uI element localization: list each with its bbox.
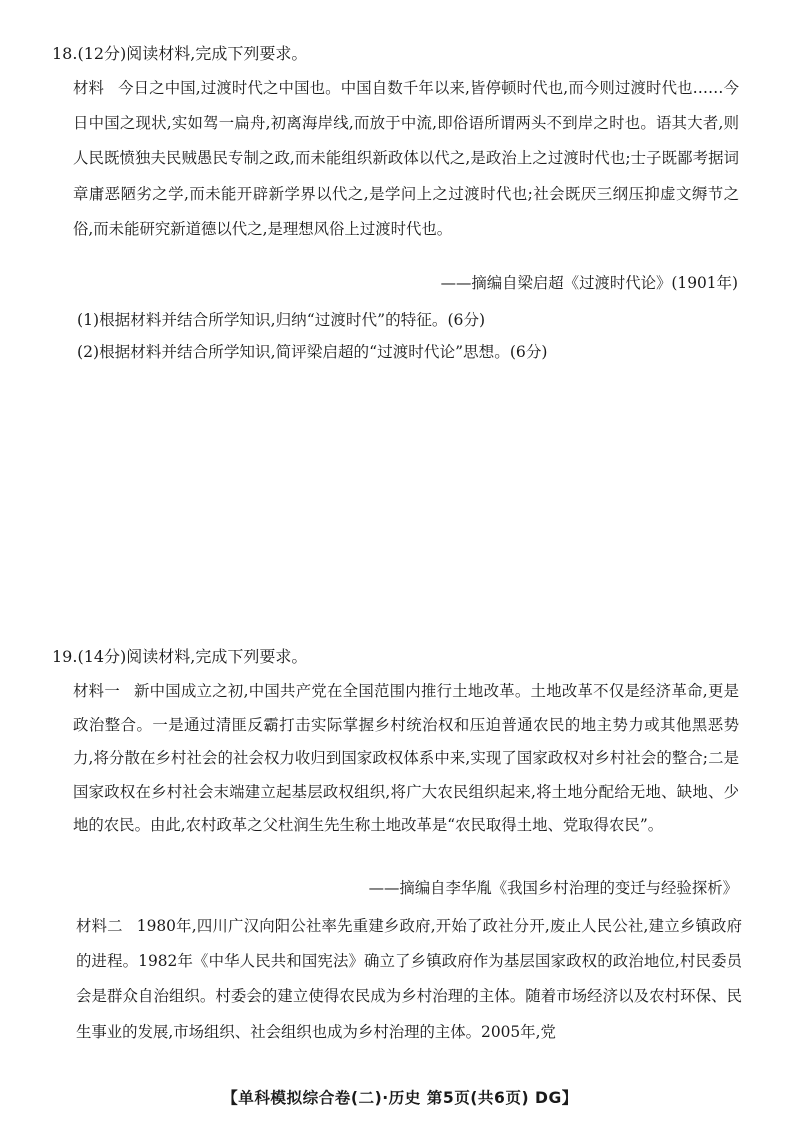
- question-18-sub-1: (1)根据材料并结合所学知识,归纳“过渡时代”的特征。(6分): [77, 311, 486, 329]
- material-2-label: 材料二: [76, 917, 123, 935]
- question-19-header: 19.(14分)阅读材料,完成下列要求。: [52, 647, 308, 666]
- material-text: 今日之中国,过渡时代之中国也。中国自数千年以来,皆停顿时代也,而今则过渡时代也……今日中国之现状,实如驾一扁舟,初离海岸线,而放于中流,即俗语所谓两头不到岸之时也。语其大者,则人民既愤独夫民贼愚民专制之政,而未能组织新政体以代之,是政治上之过渡时代也;士子既鄙考据词章庸恶陋劣之学,而未能开辟新学界以代之,是学问上之过渡时代也;社会既厌三纲压抑虚文缛节之俗,而未能研究新道德以代之,是理想风俗上过渡时代也。: [73, 79, 739, 238]
- material-label: 材料: [73, 79, 105, 97]
- question-18-sub-2: (2)根据材料并结合所学知识,简评梁启超的“过渡时代论”思想。(6分): [77, 343, 548, 361]
- page-footer: 【单科模拟综合卷(二)·历史 第5页(共6页) DG】: [222, 1089, 578, 1107]
- question-18-material: [73, 71, 739, 247]
- question-19-material-2: [76, 909, 742, 1050]
- question-18-header: 18.(12分)阅读材料,完成下列要求。: [52, 44, 308, 63]
- question-19-source-1: ——摘编自李华胤《我国乡村治理的变迁与经验探析》: [368, 879, 738, 897]
- answer-space: [52, 375, 752, 635]
- question-19-material-1: [73, 675, 739, 843]
- material-2-text: 1980年,四川广汉向阳公社率先重建乡政府,开始了政社分开,废止人民公社,建立乡镇政府的进程。1982年《中华人民共和国宪法》确立了乡镇政府作为基层国家政权的政治地位,村民委员会是群众自治组织。村委会的建立使得农民成为乡村治理的主体。随着市场经济以及农村环保、民生事业的发展,市场组织、社会组织也成为乡村治理的主体。2005年,党: [76, 917, 742, 1041]
- material-1-text: 新中国成立之初,中国共产党在全国范围内推行土地改革。土地改革不仅是经济革命,更是政治整合。一是通过清匪反霸打击实际掌握乡村统治权和压迫普通农民的地主势力或其他黑恶势力,将分散在乡村社会的社会权力收归到国家政权体系中来,实现了国家政权对乡村社会的整合;二是国家政权在乡村社会末端建立起基层政权组织,将广大农民组织起来,将土地分配给无地、缺地、少地的农民。由此,农村政革之父杜润生先生称土地改革是“农民取得土地、党取得农民”。: [73, 682, 739, 835]
- question-18-source: ——摘编自梁启超《过渡时代论》(1901年): [440, 274, 738, 292]
- material-1-label: 材料一: [73, 682, 120, 700]
